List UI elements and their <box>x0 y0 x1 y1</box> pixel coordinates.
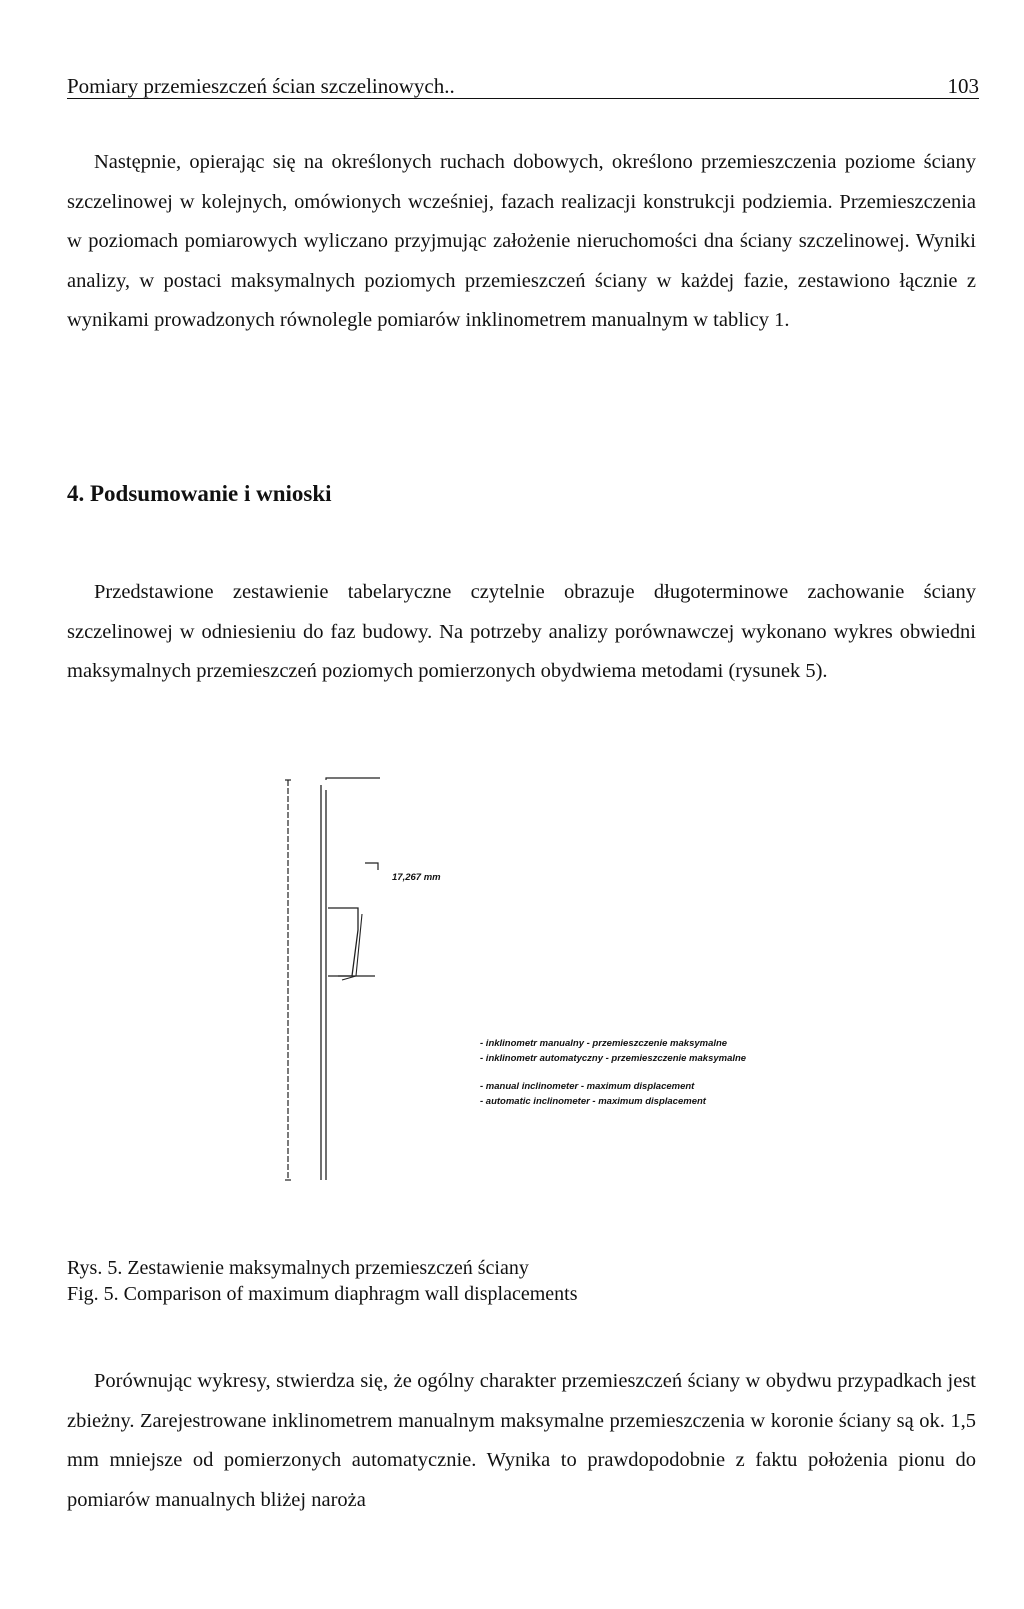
legend-item-en-automatic: - automatic inclinometer - maximum displacement <box>480 1096 706 1107</box>
paragraph-intro-text: Następnie, opierając się na określonych ruchach dobowych, określono przemieszczenia poziome ściany szczelinowej w kolejnych, omówionych wcześniej, fazach realizacji konstrukcji podziemia. Przemieszczenia w poziomach pomiarowych wyliczano przyjmując założenie nieruchomości dna ściany szczelinowej. Wyniki analizy, w postaci maksymalnych poziomych przemieszczeń ściany w każdej fazie, zestawiono łącznie z wynikami prowadzonych równolegle pomiarów inklinometrem manualnym w tablicy 1. <box>67 151 976 332</box>
displacement-envelope-plot <box>280 780 440 1220</box>
paragraph-intro <box>67 143 976 341</box>
legend-item-en-manual: - manual inclinometer - maximum displacement <box>480 1081 695 1092</box>
dimension-label: 17,267 mm <box>392 872 441 883</box>
figure-legend <box>480 1036 746 1109</box>
running-head <box>67 74 979 99</box>
running-title: Pomiary przemieszczeń ścian szczelinowych.. <box>67 74 455 98</box>
section-heading: 4. Podsumowanie i wnioski <box>67 481 332 506</box>
figure-5 <box>280 780 860 1220</box>
paragraph-summary-text: Przedstawione zestawienie tabelaryczne czytelnie obrazuje długoterminowe zachowanie ściany szczelinowej w odniesieniu do faz budowy. Na potrzeby analizy porównawczej wykonano wykres obwiedni maksymalnych przemieszczeń poziomych pomierzonych obydwiema metodami (rysunek 5). <box>67 581 976 683</box>
figure-caption-pl: Rys. 5. Zestawienie maksymalnych przemieszczeń ściany <box>67 1257 529 1279</box>
paragraph-comparison <box>67 1362 976 1520</box>
page-number: 103 <box>947 74 979 98</box>
envelope-automatic-inner <box>342 914 362 980</box>
legend-item-pl-automatic: - inklinometr automatyczny - przemieszczenie maksymalne <box>480 1053 747 1064</box>
dimension-marker <box>365 863 378 870</box>
figure-caption-en: Fig. 5. Comparison of maximum diaphragm wall displacements <box>67 1283 578 1305</box>
paragraph-comparison-text: Porównując wykresy, stwierdza się, że ogólny charakter przemieszczeń ściany w obydwu przypadkach jest zbieżny. Zarejestrowane inklinometrem manualnym maksymalne przemieszczenia w koronie ściany są ok. 1,5 mm mniejsze od pomierzonych automatycznie. Wynika to prawdopodobnie z faktu położenia pionu do pomiarów manualnych bliżej naroża <box>67 1370 976 1511</box>
paragraph-summary <box>67 573 976 692</box>
legend-item-pl-manual: - inklinometr manualny - przemieszczenie maksymalne <box>480 1038 728 1049</box>
envelope-automatic <box>328 908 358 976</box>
envelope-manual <box>326 778 380 780</box>
